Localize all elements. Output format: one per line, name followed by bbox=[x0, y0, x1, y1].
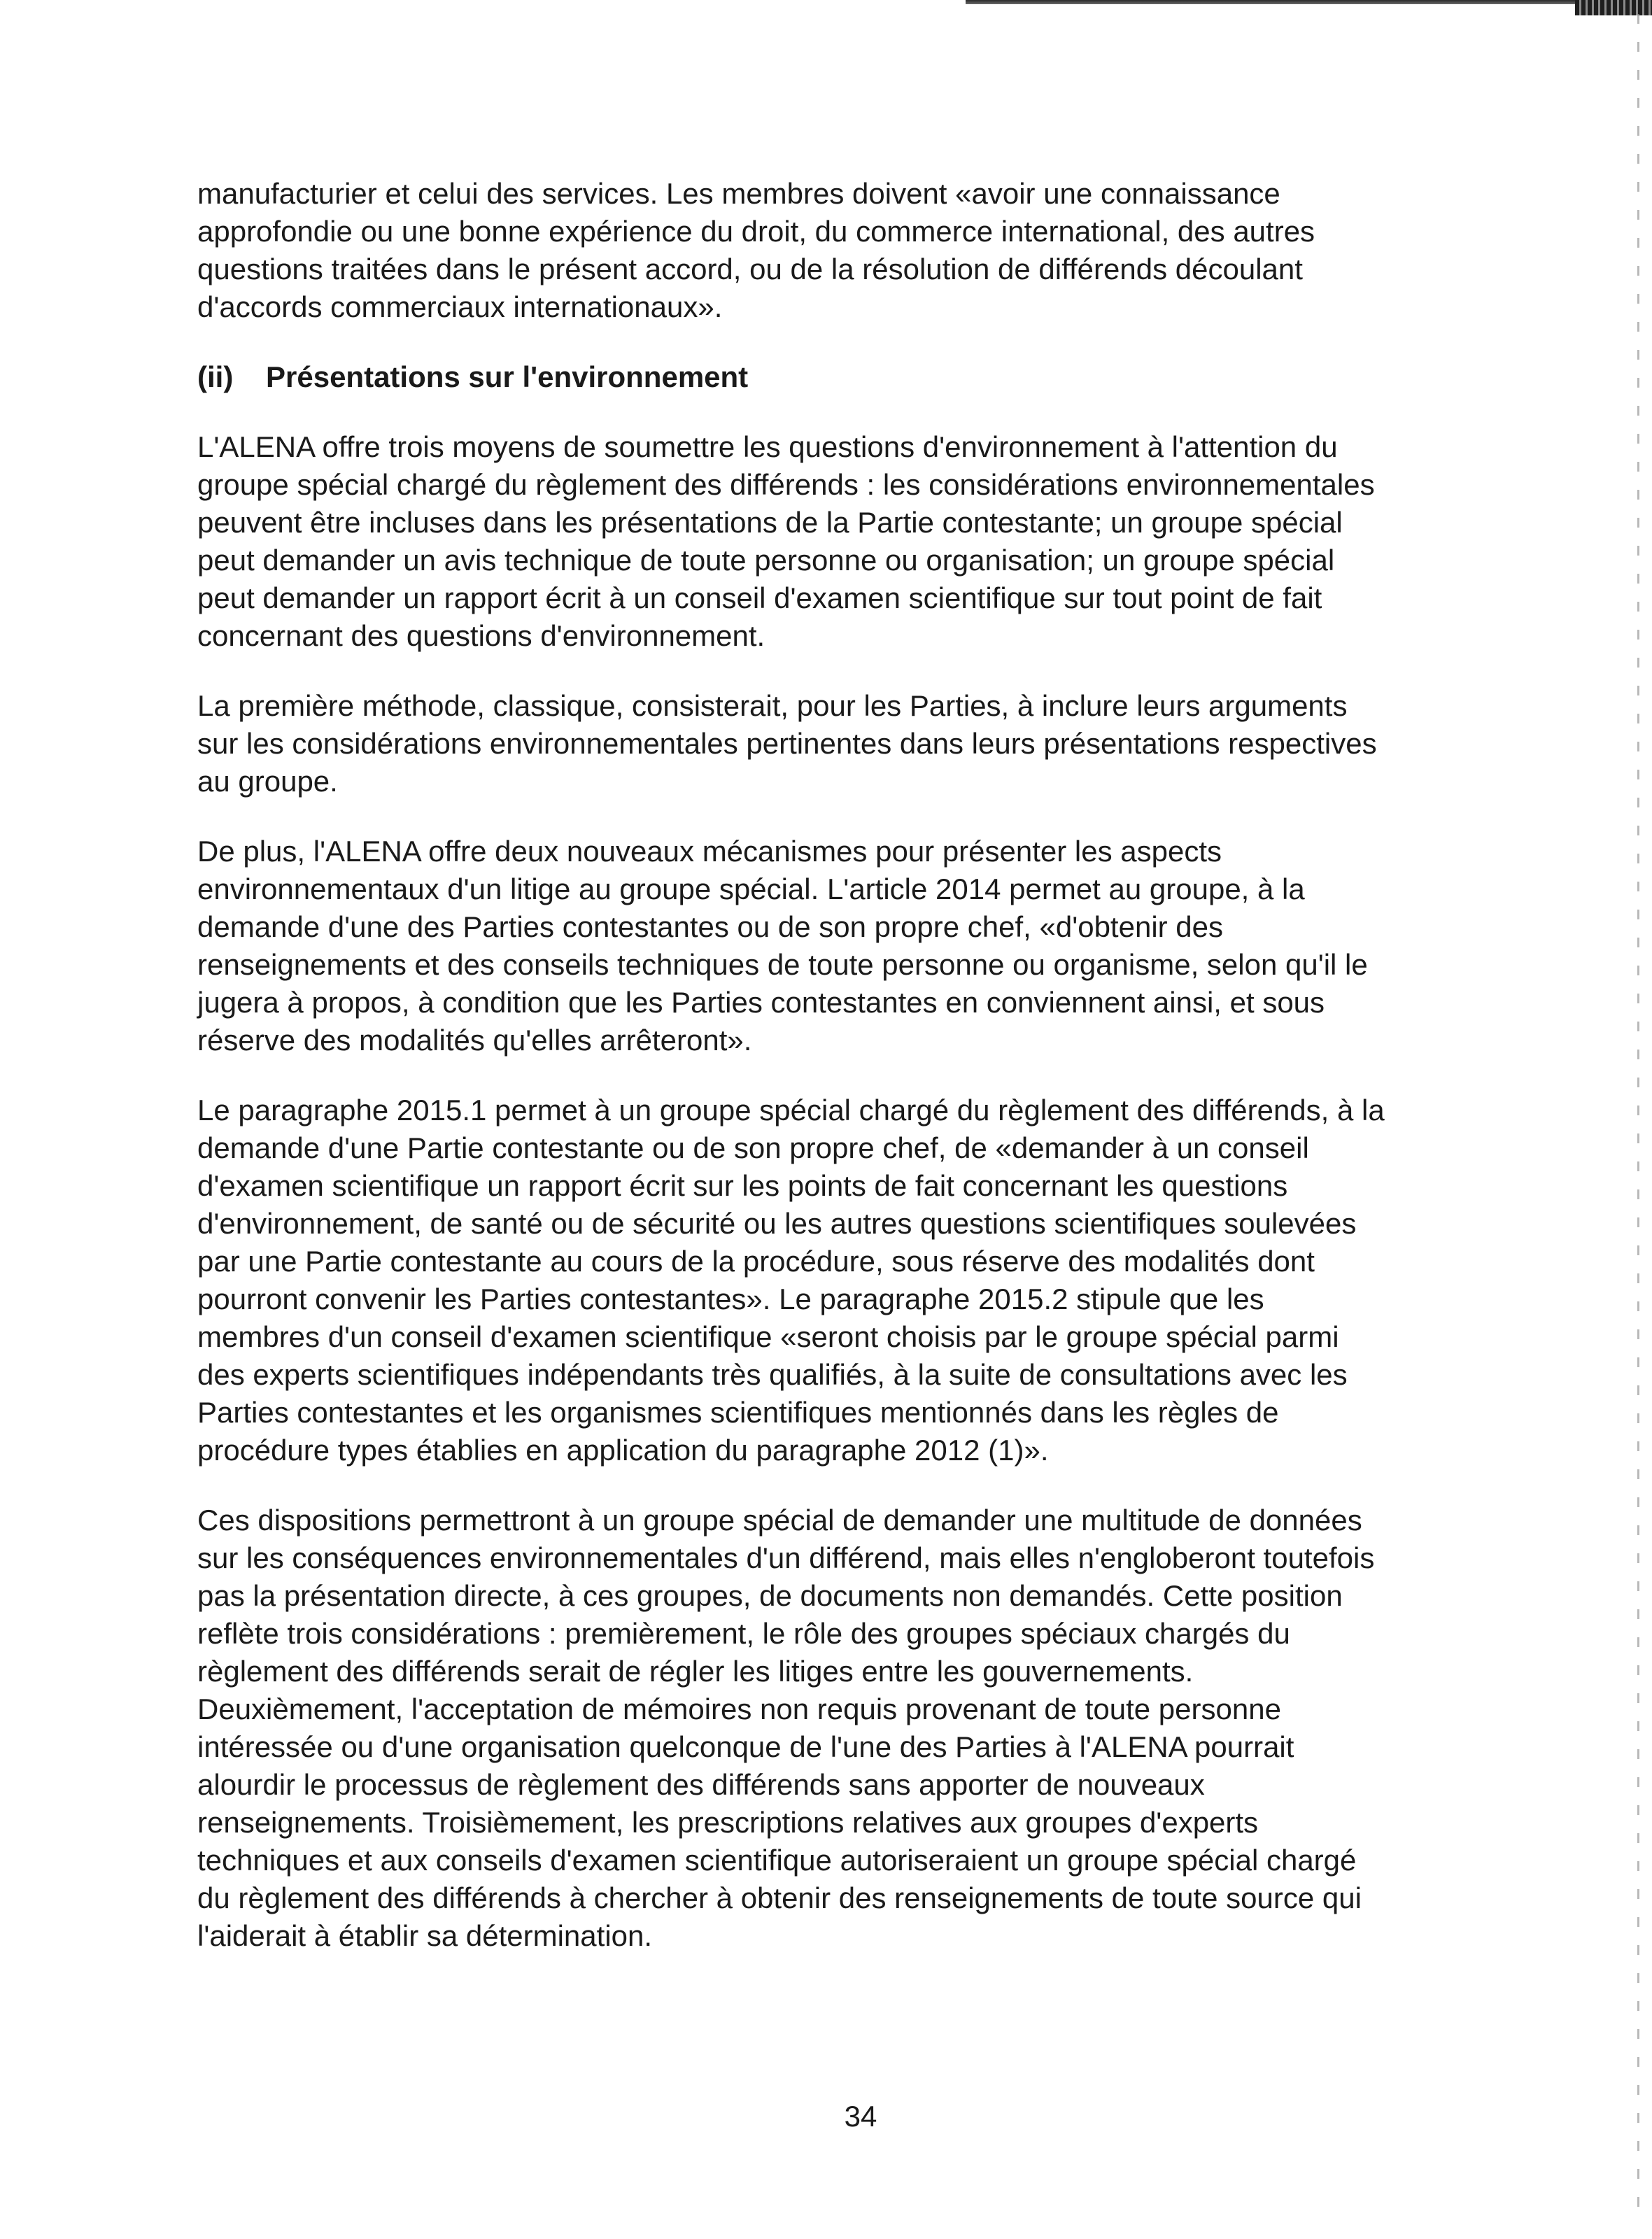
paragraph-line: techniques et aux conseils d'examen scientifique autoriseraient un groupe spécial chargé bbox=[197, 1844, 1357, 1877]
paragraph-line: De plus, l'ALENA offre deux nouveaux mécanismes pour présenter les aspects bbox=[197, 835, 1222, 868]
paragraph-line: des experts scientifiques indépendants très qualifiés, à la suite de consultations avec les bbox=[197, 1358, 1348, 1391]
paragraph-line: Ces dispositions permettront à un groupe spécial de demander une multitude de données bbox=[197, 1504, 1362, 1537]
paragraph-line: Parties contestantes et les organismes scientifiques mentionnés dans les règles de bbox=[197, 1396, 1279, 1429]
paragraph-line: approfondie ou une bonne expérience du droit, du commerce international, des autres bbox=[197, 215, 1315, 248]
document-body bbox=[197, 175, 1551, 1987]
paragraph-line: par une Partie contestante au cours de la procédure, sous réserve des modalités dont bbox=[197, 1245, 1315, 1278]
paragraph-2 bbox=[197, 428, 1551, 655]
paragraph-line: alourdir le processus de règlement des différends sans apporter de nouveaux bbox=[197, 1768, 1205, 1801]
paragraph-line: réserve des modalités qu'elles arrêteront». bbox=[197, 1024, 752, 1057]
paragraph-line: demande d'une des Parties contestantes ou de son propre chef, «d'obtenir des bbox=[197, 910, 1224, 943]
paragraph-line: manufacturier et celui des services. Les membres doivent «avoir une connaissance bbox=[197, 177, 1280, 210]
paragraph-line: pourront convenir les Parties contestantes». Le paragraphe 2015.2 stipule que les bbox=[197, 1283, 1264, 1315]
paragraph-line: intéressée ou d'une organisation quelconque de l'une des Parties à l'ALENA pourrait bbox=[197, 1730, 1294, 1763]
paragraph-line: L'ALENA offre trois moyens de soumettre les questions d'environnement à l'attention du bbox=[197, 430, 1338, 463]
paragraph-line: règlement des différends serait de régler les litiges entre les gouvernements. bbox=[197, 1655, 1194, 1688]
paragraph-line: sur les considérations environnementales pertinentes dans leurs présentations respectives bbox=[197, 727, 1377, 760]
paragraph-line: d'accords commerciaux internationaux». bbox=[197, 290, 723, 323]
paragraph-line: pas la présentation directe, à ces groupes, de documents non demandés. Cette position bbox=[197, 1579, 1343, 1612]
scan-right-edge-artifact bbox=[1637, 14, 1639, 2225]
paragraph-line: peut demander un rapport écrit à un conseil d'examen scientifique sur tout point de fait bbox=[197, 581, 1322, 614]
paragraph-line: peuvent être incluses dans les présentations de la Partie contestante; un groupe spécial bbox=[197, 506, 1343, 539]
paragraph-1 bbox=[197, 175, 1551, 326]
paragraph-line: d'examen scientifique un rapport écrit sur les points de fait concernant les questions bbox=[197, 1169, 1288, 1202]
paragraph-line: d'environnement, de santé ou de sécurité ou les autres questions scientifiques soulevées bbox=[197, 1207, 1357, 1240]
scan-corner-artifact bbox=[1575, 0, 1652, 15]
page-number: 34 bbox=[844, 2100, 877, 2133]
paragraph-line: reflète trois considérations : premièrement, le rôle des groupes spéciaux chargés du bbox=[197, 1617, 1290, 1650]
paragraph-line: demande d'une Partie contestante ou de son propre chef, de «demander à un conseil bbox=[197, 1131, 1309, 1164]
paragraph-line: Deuxièmement, l'acceptation de mémoires non requis provenant de toute personne bbox=[197, 1693, 1281, 1725]
section-title: Présentations sur l'environnement bbox=[266, 360, 749, 393]
paragraph-6 bbox=[197, 1502, 1551, 1955]
scan-top-edge-mark bbox=[966, 0, 1652, 4]
paragraph-line: du règlement des différends à chercher à obtenir des renseignements de toute source qui bbox=[197, 1881, 1362, 1914]
paragraph-line: au groupe. bbox=[197, 765, 338, 798]
paragraph-line: groupe spécial chargé du règlement des différends : les considérations environnementales bbox=[197, 468, 1375, 501]
paragraph-line: renseignements et des conseils techniques de toute personne ou organisme, selon qu'il le bbox=[197, 948, 1368, 981]
section-number: (ii) bbox=[197, 360, 234, 393]
section-heading bbox=[197, 358, 1551, 396]
paragraph-line: La première méthode, classique, consisterait, pour les Parties, à inclure leurs arguments bbox=[197, 689, 1348, 722]
paragraph-5 bbox=[197, 1092, 1551, 1469]
paragraph-line: peut demander un avis technique de toute personne ou organisation; un groupe spécial bbox=[197, 544, 1335, 577]
paragraph-4 bbox=[197, 833, 1551, 1059]
paragraph-line: concernant des questions d'environnement. bbox=[197, 619, 765, 652]
paragraph-line: membres d'un conseil d'examen scientifique «seront choisis par le groupe spécial parmi bbox=[197, 1320, 1339, 1353]
paragraph-line: jugera à propos, à condition que les Parties contestantes en conviennent ainsi, et sous bbox=[197, 986, 1325, 1019]
paragraph-line: sur les conséquences environnementales d'un différend, mais elles n'engloberont toutefois bbox=[197, 1541, 1375, 1574]
paragraph-3 bbox=[197, 687, 1551, 800]
paragraph-line: Le paragraphe 2015.1 permet à un groupe spécial chargé du règlement des différends, à la bbox=[197, 1094, 1385, 1126]
paragraph-line: environnementaux d'un litige au groupe spécial. L'article 2014 permet au groupe, à la bbox=[197, 873, 1305, 905]
paragraph-line: l'aiderait à établir sa détermination. bbox=[197, 1919, 653, 1952]
paragraph-line: procédure types établies en application du paragraphe 2012 (1)». bbox=[197, 1434, 1049, 1467]
paragraph-line: questions traitées dans le présent accord, ou de la résolution de différends découlant bbox=[197, 253, 1303, 285]
paragraph-line: renseignements. Troisièmement, les prescriptions relatives aux groupes d'experts bbox=[197, 1806, 1259, 1839]
